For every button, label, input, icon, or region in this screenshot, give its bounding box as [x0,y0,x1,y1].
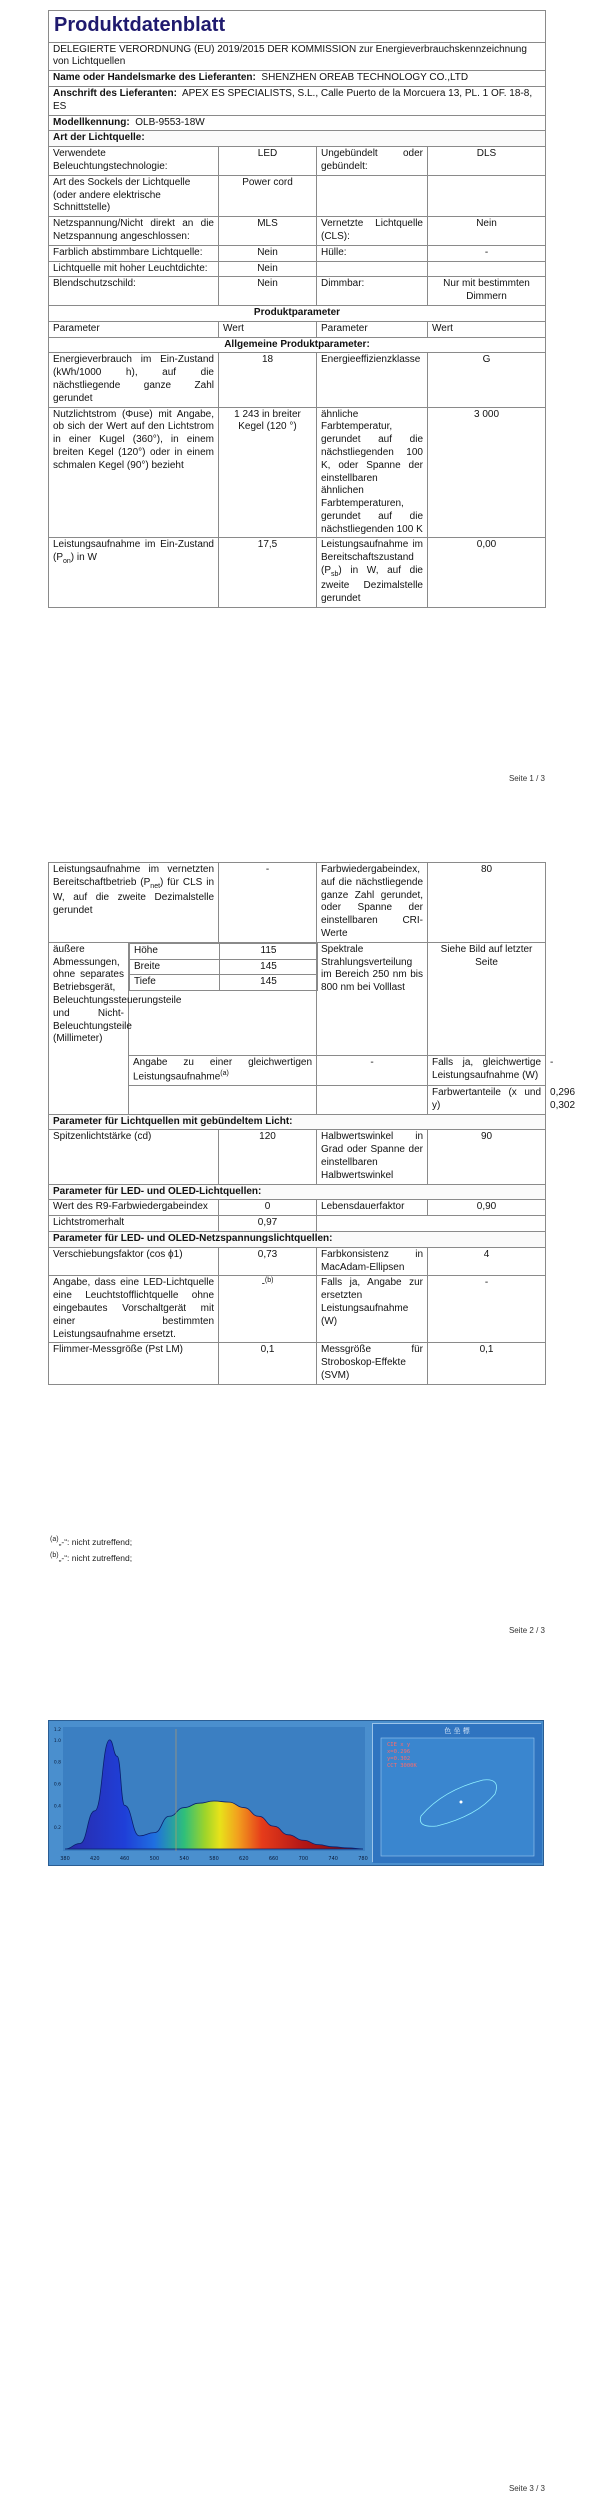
efficiency-label: Energieeffizienzklasse [317,353,428,407]
table-row [49,407,546,538]
dimension-value: 115 [220,943,318,959]
beam-angle-value: 90 [428,1130,546,1184]
y-tick-label: 0.2 [53,1826,61,1832]
chromaticity-point [460,1801,463,1804]
table-row [49,245,546,261]
row-label: Vernetzte Lichtquelle (CLS): [317,217,428,246]
y-tick-label: 1.2 [53,1728,61,1733]
page-number: Seite 1 / 3 [508,774,545,783]
x-tick-label: 540 [179,1856,189,1862]
cie-readout-line: x=0.296 [387,1749,411,1755]
lifetime-label: Lebensdauerfaktor [317,1200,428,1216]
flicker-value: 0,1 [219,1343,317,1384]
table-row [49,217,546,246]
table-row: Angabe zu einer gleichwertigen Leistungsaufnahme$^{(a)}$ - Falls ja, gleichwertige Leistungsaufnahme (W) - [49,1056,546,1086]
standby-label: Leistungsaufnahme im Bereitschaftszustand $(P_{sb})$ in W, auf die zweite Dezimalstelle gerundet [317,538,428,607]
r9-label: Wert des R9-Farbwiedergabeindex [49,1200,219,1216]
supplier-address-value: APEX ES SPECIALISTS, S.L., Calle Puerto de la Morcuera 13, PL. 1 OF. 18-8, ES [53,87,533,112]
energy-label: Energieverbrauch im Ein-Zustand (kWh/1000 h), auf die nächstliegende ganze Zahl gerundet [49,353,219,407]
equivalent-power-label: Angabe zu einer gleichwertigen Leistungsaufnahme$^{(a)}$ [129,1056,317,1086]
table-row [49,1276,546,1343]
row-value: Nein [219,277,317,306]
standby-value: 0,00 [428,538,546,607]
light-source-section: Art der Lichtquelle: [49,131,546,147]
product-params-section: Produktparameter [49,305,546,321]
table-row [49,1343,546,1384]
cie-svg [373,1724,542,1863]
replacement-value: -$^{(b)}$ [219,1276,317,1343]
row-value: Nur mit bestimmten Dimmern [428,277,546,306]
footnote-a: $^{(a)}$„-“: nicht zutreffend; [50,1536,133,1547]
beam-angle-label: Halbwertswinkel in Grad oder Spanne der einstellbaren Halbwertswinkel [317,1130,428,1184]
chromaticity-label: Farbwertanteile (x und y) [428,1086,546,1115]
power-factor-label: Verschiebungsfaktor (cos ϕ1) [49,1247,219,1276]
column-header-value: Wert [219,321,317,337]
mains-section: Parameter für LED- und OLED-Netzspannungslichtquellen: [49,1232,546,1248]
net-standby-value: - [219,863,317,943]
replacement-2-value: - [428,1276,546,1343]
dimension-row [130,943,318,959]
supplier-name-label: Name oder Handelsmarke des Lieferanten: [53,72,256,84]
row-value: Nein [219,245,317,261]
x-tick-label: 660 [268,1856,279,1862]
row-value: DLS [428,147,546,176]
cie-readout-line: y=0.302 [387,1756,411,1762]
dimension-value: 145 [220,959,318,975]
table-row [49,353,546,407]
row-label: Netzspannung/Nicht direkt an die Netzspannung angeschlossen: [49,217,219,246]
table-row [49,1216,546,1232]
column-header-parameter: Parameter [49,321,219,337]
row-value: - [428,245,546,261]
row-label: Ungebündelt oder gebündelt: [317,147,428,176]
maintenance-value: 0,97 [219,1216,317,1232]
flux-label: Nutzlichtstrom (Φuse) mit Angabe, ob sich der Wert auf den Lichtstrom in einer Kugel (360°), in einem breiten Kegel (120°) oder in einem schmalen Kegel (90°) bezieht [49,407,219,538]
row-value: Nein [428,217,546,246]
table-row [49,538,546,607]
svm-label: Messgröße für Stroboskop-Effekte (SVM) [317,1343,428,1384]
table-row [49,1130,546,1184]
x-tick-label: 380 [60,1856,70,1862]
x-tick-label: 780 [358,1856,368,1862]
equivalent-power-value: - [317,1056,428,1086]
dimension-row [130,975,318,991]
column-header-value: Wert [428,321,546,337]
dimension-value: 145 [220,975,318,991]
supplier-name-value: SHENZHEN OREAB TECHNOLOGY CO.,LTD [261,72,469,84]
row-label: Verwendete Beleuchtungstechnologie: [49,147,219,176]
r9-value: 0 [219,1200,317,1216]
page-number: Seite 3 / 3 [508,2484,545,2493]
general-params-section: Allgemeine Produktparameter: [49,337,546,353]
x-tick-label: 740 [328,1856,338,1862]
dimension-row [130,959,318,975]
table-row [49,277,546,306]
row-label: Art des Sockels der Lichtquelle (oder andere elektrische Schnittstelle) [49,175,219,216]
x-tick-label: 700 [298,1856,309,1862]
cie-readout-line: CIE x y [387,1742,411,1748]
dimensions-label: äußere Abmessungen, ohne separates Betriebsgerät, Beleuchtungssteuerungsteile und Nicht-Beleuchtungsteile (Millimeter) [49,942,129,1114]
net-standby-label: Leistungsaufnahme im vernetzten Bereitschaftbetrieb $(P_{net})$ für CLS in W, auf die zweite Dezimalstelle gerundet [49,863,219,943]
dimension-name: Tiefe [130,975,220,991]
table-row [49,261,546,277]
power-factor-value: 0,73 [219,1247,317,1276]
row-label: Lichtquelle mit hoher Leuchtdichte: [49,261,219,277]
peak-intensity-label: Spitzenlichtstärke (cd) [49,1130,219,1184]
x-tick-label: 420 [90,1856,100,1862]
svm-value: 0,1 [428,1343,546,1384]
row-label: Dimmbar: [317,277,428,306]
x-tick-label: 620 [239,1856,249,1862]
cct-value: 3 000 [428,407,546,538]
table-row [49,1247,546,1276]
datasheet-page-2 [48,862,576,1385]
table-header-row [49,321,546,337]
y-tick-label: 0.6 [53,1782,61,1788]
row-label [317,261,428,277]
x-tick-label: 460 [119,1856,130,1862]
footnote-b: $^{(b)}$„-“: nicht zutreffend; [50,1552,133,1563]
flicker-label: Flimmer-Messgröße (Pst LM) [49,1343,219,1384]
macadam-value: 4 [428,1247,546,1276]
x-tick-label: 580 [209,1856,219,1862]
model-label: Modellkennung: [53,116,130,128]
row-label [317,175,428,216]
y-tick-label: 0.8 [53,1760,61,1766]
cri-value: 80 [428,863,546,943]
cie-diagram [372,1723,541,1862]
supplier-name-row [49,71,546,87]
row-value: MLS [219,217,317,246]
model-value: OLB-9553-18W [135,116,205,128]
flux-value: 1 243 in breiter Kegel (120 °) [219,407,317,538]
table-row: Farbwertanteile (x und y) 0,296 0,302 [49,1086,546,1115]
replacement-label: Angabe, dass eine LED-Lichtquelle eine Leuchtstofflichtquelle ohne eingebautes Vorschaltgerät mit einer bestimmten Leistungsaufnahme ersetzt. [49,1276,219,1343]
row-label: Blendschutzschild: [49,277,219,306]
peak-intensity-value: 120 [219,1130,317,1184]
row-label: Farblich abstimmbare Lichtquelle: [49,245,219,261]
page-title: Produktdatenblatt [49,11,546,43]
spectrum-svg [49,1721,371,1867]
x-tick-label: 500 [149,1856,160,1862]
macadam-label: Farbkonsistenz in MacAdam-Ellipsen [317,1247,428,1276]
cri-label: Farbwiedergabeindex, auf die nächstliegende ganze Zahl gerundet, oder Spanne der einstellbaren CRI-Werte [317,863,428,943]
spectral-label: Spektrale Strahlungsverteilung im Bereich 250 nm bis 800 nm bei Volllast [317,942,428,1055]
equivalent-power-2-label: Falls ja, gleichwertige Leistungsaufnahme (W) [428,1056,546,1086]
cct-label: ähnliche Farbtemperatur, gerundet auf die nächstliegenden 100 K, oder Spanne der einstellbaren ähnlichen Farbtemperaturen, gerundet auf die nächstliegenden 100 K [317,407,428,538]
row-value: LED [219,147,317,176]
supplier-address-label: Anschrift des Lieferanten: [53,87,177,99]
table-row [49,863,546,943]
row-value [428,175,546,216]
on-power-value: 17,5 [219,538,317,607]
lifetime-value: 0,90 [428,1200,546,1216]
y-tick-label: 0.4 [53,1804,61,1810]
table-row [49,1200,546,1216]
table-row [49,147,546,176]
cie-title: 色 坐 標 [444,1727,470,1735]
led-section: Parameter für LED- und OLED-Lichtquellen: [49,1184,546,1200]
directional-section: Parameter für Lichtquellen mit gebündeltem Licht: [49,1114,546,1130]
regulation-text: DELEGIERTE VERORDNUNG (EU) 2019/2015 DER KOMMISSION zur Energieverbrauchskennzeichnung von Lichtquellen [49,42,546,71]
dimension-name: Breite [130,959,220,975]
row-value: Nein [219,261,317,277]
datasheet-page-1 [48,10,545,608]
replacement-2-label: Falls ja, Angabe zur ersetzten Leistungsaufnahme (W) [317,1276,428,1343]
on-power-label: Leistungsaufnahme im Ein-Zustand $(P_{on})$ in W [49,538,219,607]
dimension-name: Höhe [130,943,220,959]
page-number: Seite 2 / 3 [508,1626,545,1635]
row-value [428,261,546,277]
maintenance-label: Lichtstromerhalt [49,1216,219,1232]
table-row [49,175,546,216]
row-label: Hülle: [317,245,428,261]
cie-readout-line: CCT 3000K [387,1763,417,1769]
y-tick-label: 1.0 [53,1738,61,1744]
energy-value: 18 [219,353,317,407]
model-row [49,115,546,131]
column-header-parameter: Parameter [317,321,428,337]
row-value: Power cord [219,175,317,216]
table-row [49,942,546,1055]
supplier-address-row [49,86,546,115]
efficiency-value: G [428,353,546,407]
spectral-value: Siehe Bild auf letzter Seite [428,942,546,1055]
